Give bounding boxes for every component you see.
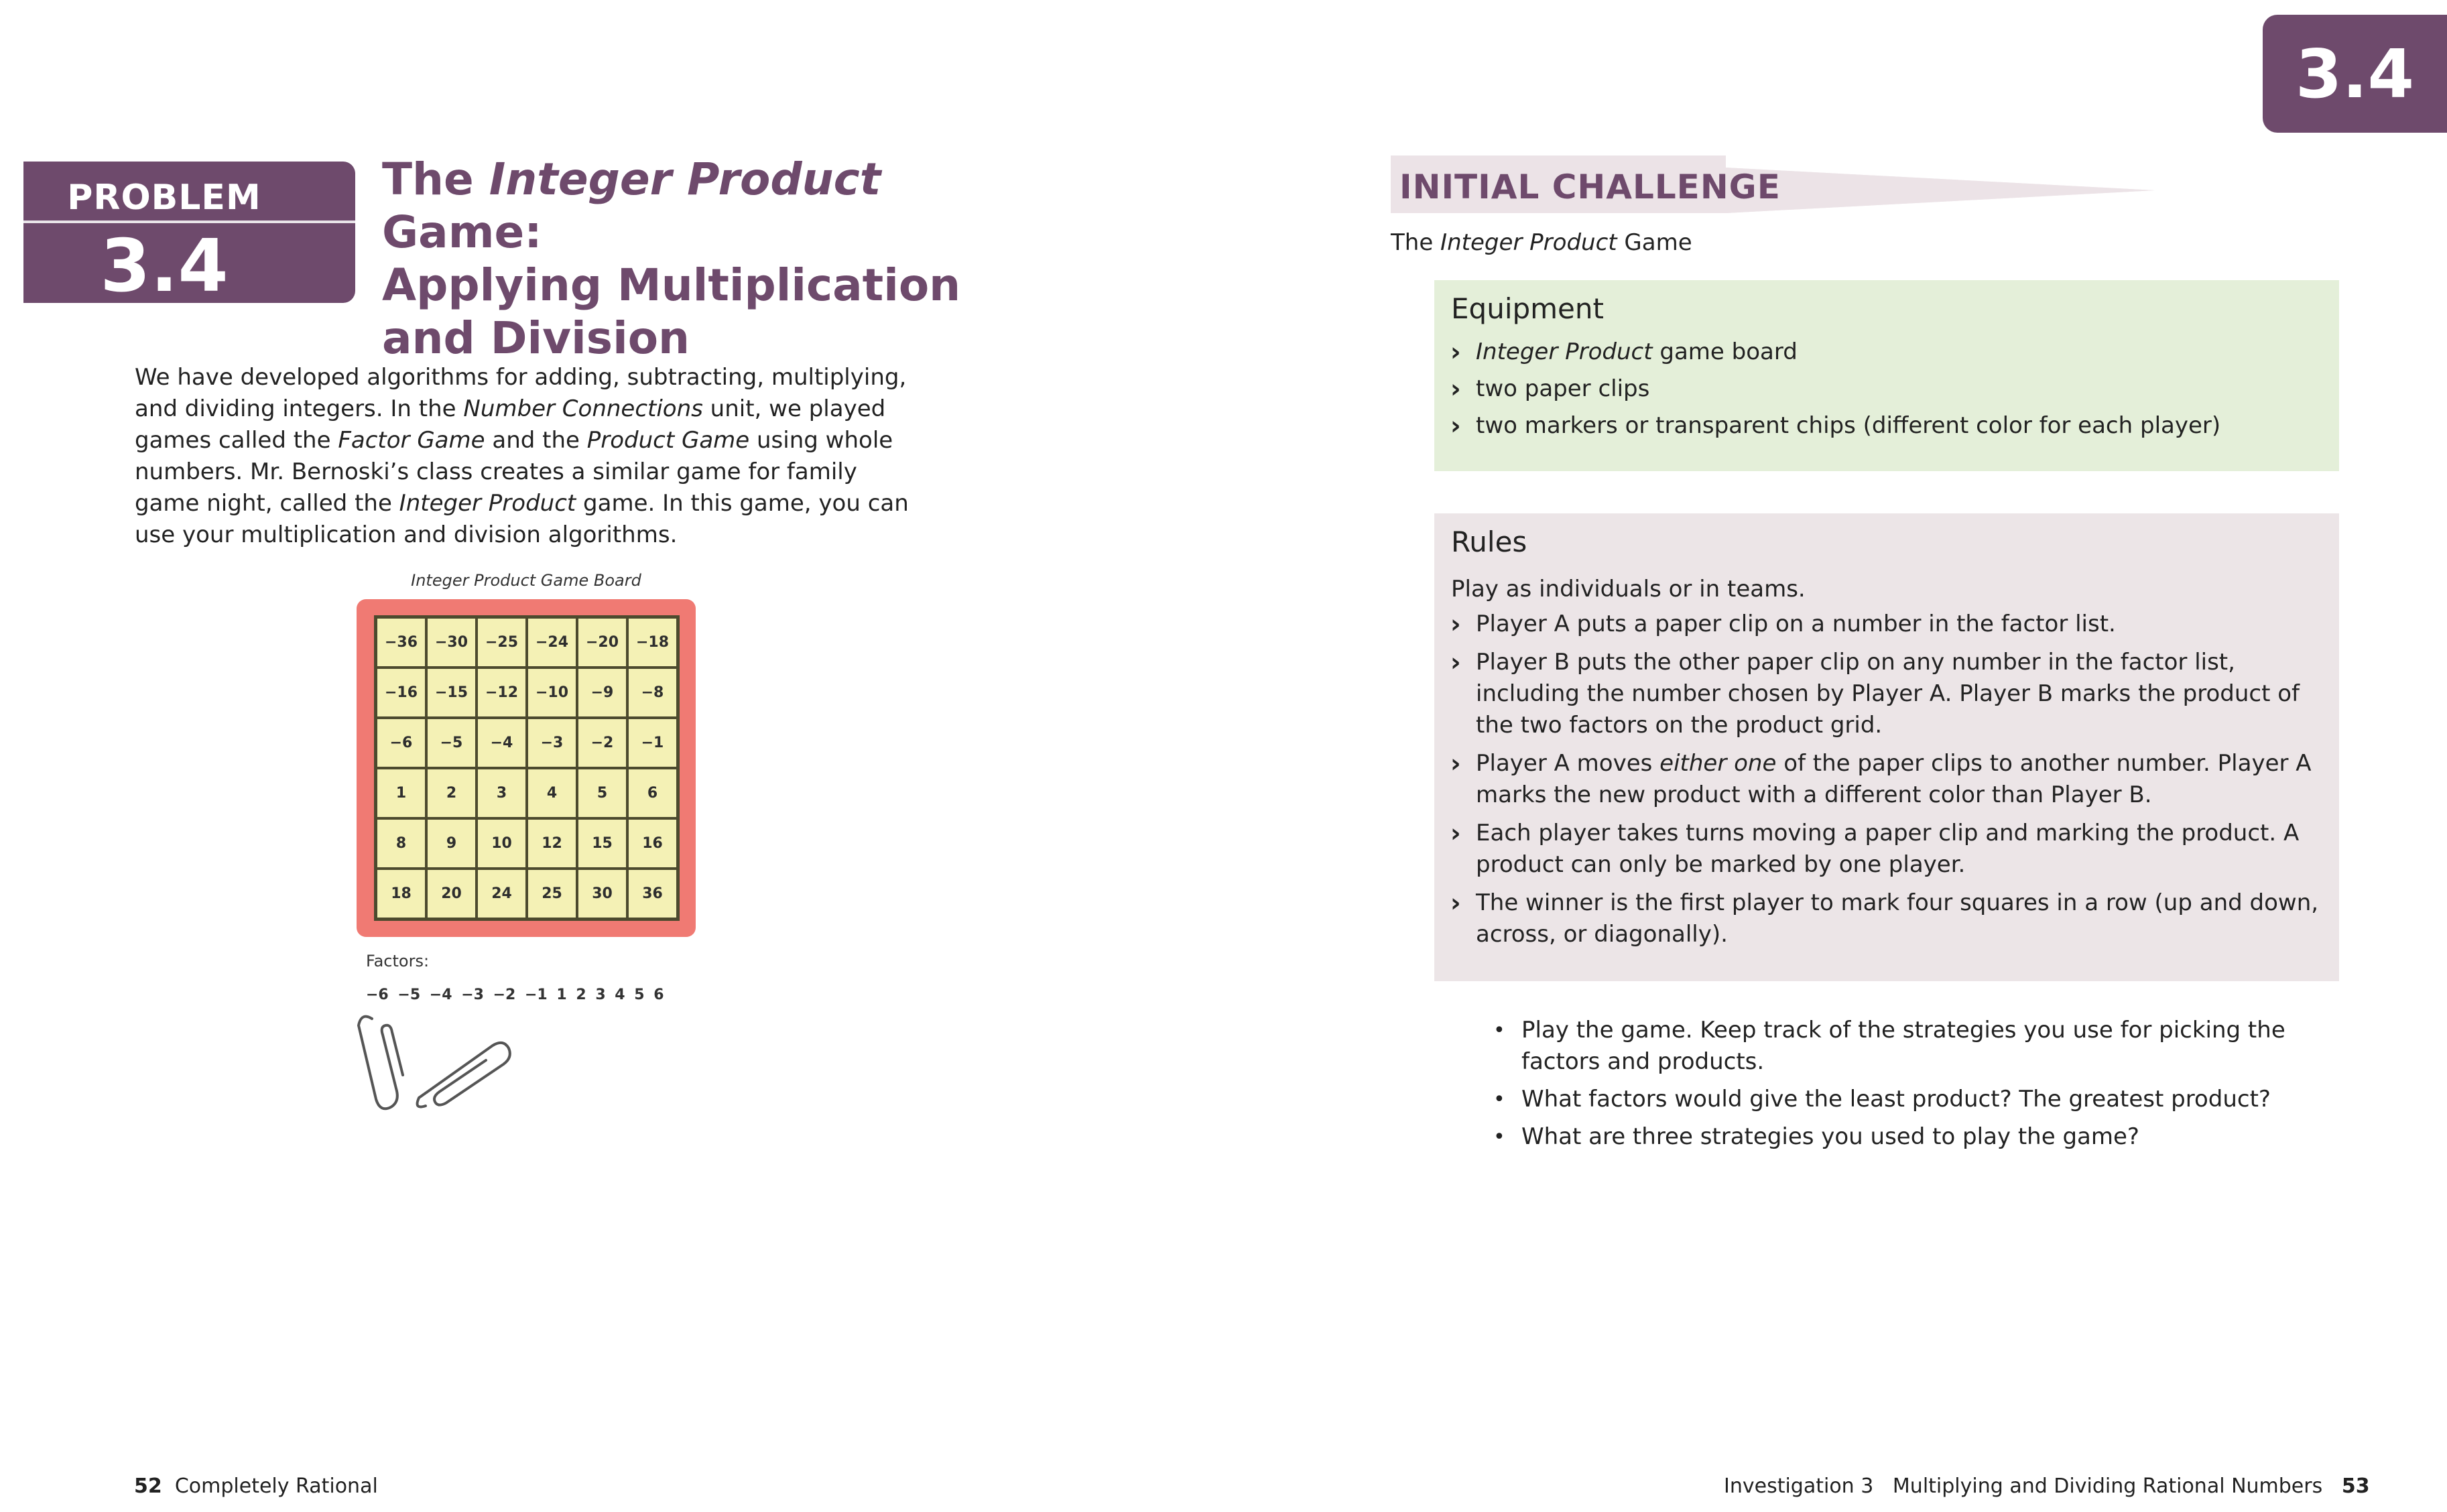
problem-banner [23, 162, 355, 308]
grid-cell: −9 [577, 668, 627, 718]
grid-cell: 16 [627, 818, 678, 869]
rule-italic: either one [1659, 750, 1777, 777]
equipment-box [1434, 280, 2339, 471]
equipment-list [1448, 336, 2220, 447]
list-item: › The winner is the first player to mark four squares in a row (up and down, across, or diagonally). [1448, 887, 2326, 950]
footer-left [134, 1474, 378, 1498]
rules-box [1434, 513, 2339, 981]
grid-cell: 20 [426, 869, 477, 919]
grid-cell: −6 [376, 718, 426, 768]
grid-cell: 5 [577, 768, 627, 818]
list-item [1448, 336, 2220, 368]
subtitle-text: The [1391, 229, 1441, 256]
list-item: • What factors would give the least product? The greatest product? [1489, 1084, 2340, 1115]
intro-italic: Integer Product [399, 490, 576, 517]
item-italic: Integer Product [1476, 338, 1653, 365]
grid-cell: −15 [426, 668, 477, 718]
item-text: game board [1652, 338, 1798, 365]
grid-cell: −5 [426, 718, 477, 768]
problem-number: 3.4 [100, 225, 229, 308]
paper-clips-icon [352, 1005, 526, 1113]
grid-cell: −25 [477, 617, 527, 668]
page-number: 53 [2341, 1474, 2370, 1498]
grid-cell: 1 [376, 768, 426, 818]
grid-cell: −1 [627, 718, 678, 768]
grid-cell: −36 [376, 617, 426, 668]
rule-text: of the paper clips to another number. Player A marks the new product with a different color than Player B. [1476, 750, 2312, 808]
intro-italic: Number Connections [463, 395, 703, 422]
factors-label: Factors: [366, 952, 430, 970]
grid-cell: 4 [527, 768, 577, 818]
rules-intro: Play as individuals or in teams. [1451, 576, 1806, 603]
factor-list: −6 −5 −4 −3 −2 −1 1 2 3 4 5 6 [366, 987, 664, 1003]
intro-text: game. In this game, you can use your multiplication and division algorithms. [135, 490, 909, 548]
grid-cell: −3 [527, 718, 577, 768]
grid-cell: 6 [627, 768, 678, 818]
grid-cell: 10 [477, 818, 527, 869]
grid-cell: −30 [426, 617, 477, 668]
section-tab: 3.4 [2263, 15, 2447, 133]
intro-paragraph [135, 362, 926, 551]
banner-divider [23, 220, 355, 223]
title-line-2: Applying Multiplication [382, 259, 961, 311]
grid-cell: −16 [376, 668, 426, 718]
problem-label: PROBLEM [67, 178, 261, 218]
grid-cell: −8 [627, 668, 678, 718]
grid-cell: 36 [627, 869, 678, 919]
title-line-3: and Division [382, 312, 690, 364]
grid-cell: 12 [527, 818, 577, 869]
initial-challenge-heading: INITIAL CHALLENGE [1399, 168, 1781, 206]
grid-cell: 9 [426, 818, 477, 869]
list-item [1448, 748, 2326, 811]
grid-cell: −20 [577, 617, 627, 668]
title-text: Game: [382, 206, 542, 258]
list-item: • What are three strategies you used to play the game? [1489, 1121, 2340, 1153]
list-item: › Each player takes turns moving a paper clip and marking the product. A product can only be marked by one player. [1448, 818, 2326, 881]
grid-cell: −2 [577, 718, 627, 768]
intro-italic: Factor Game [338, 427, 485, 454]
page-number: 52 [134, 1474, 162, 1498]
grid-cell: 3 [477, 768, 527, 818]
book-title: Completely Rational [174, 1474, 378, 1498]
grid-cell: 25 [527, 869, 577, 919]
intro-text: and the [485, 427, 587, 454]
intro-text: using whole numbers. Mr. Bernoski’s class creates a similar game for family game night, called the [135, 427, 893, 517]
intro-italic: Product Game [586, 427, 750, 454]
grid-cell: −12 [477, 668, 527, 718]
list-item: › Player A puts a paper clip on a number in the factor list. [1448, 609, 2326, 640]
grid-cell: 24 [477, 869, 527, 919]
grid-cell: −10 [527, 668, 577, 718]
grid-cell: 8 [376, 818, 426, 869]
title-italic: Integer Product [489, 153, 881, 205]
grid-cell: 15 [577, 818, 627, 869]
grid-cell: −4 [477, 718, 527, 768]
game-board [357, 599, 696, 937]
list-item: › Player B puts the other paper clip on any number in the factor list, including the number chosen by Player A. Player B marks the product of the two factors on the product grid. [1448, 647, 2326, 741]
list-item: › two paper clips [1448, 373, 2220, 405]
rules-list [1448, 609, 2326, 957]
grid-cell: 2 [426, 768, 477, 818]
challenge-subtitle [1391, 229, 1692, 256]
footer-right [1724, 1474, 2370, 1498]
list-item: › two markers or transparent chips (different color for each player) [1448, 410, 2220, 442]
intro-text: We have developed algorithms for adding, subtracting, multiplying, and dividing integers. In the [135, 364, 907, 422]
equipment-heading: Equipment [1451, 292, 1604, 325]
grid-cell: 30 [577, 869, 627, 919]
product-grid [374, 615, 680, 921]
board-title: Integer Product Game Board [411, 571, 641, 590]
rule-text: Player A moves [1476, 750, 1660, 777]
task-list [1489, 1015, 2340, 1159]
problem-title [382, 153, 985, 365]
intro-text: unit, we played games called the [135, 395, 886, 454]
title-text: The [382, 153, 489, 205]
subtitle-italic: Integer Product [1440, 229, 1617, 256]
list-item: • Play the game. Keep track of the strategies you use for picking the factors and products. [1489, 1015, 2340, 1078]
grid-cell: −24 [527, 617, 577, 668]
rules-heading: Rules [1451, 525, 1527, 558]
grid-cell: 18 [376, 869, 426, 919]
grid-cell: −18 [627, 617, 678, 668]
subtitle-text: Game [1617, 229, 1692, 256]
investigation-title: Investigation 3 Multiplying and Dividing Rational Numbers [1724, 1474, 2323, 1498]
